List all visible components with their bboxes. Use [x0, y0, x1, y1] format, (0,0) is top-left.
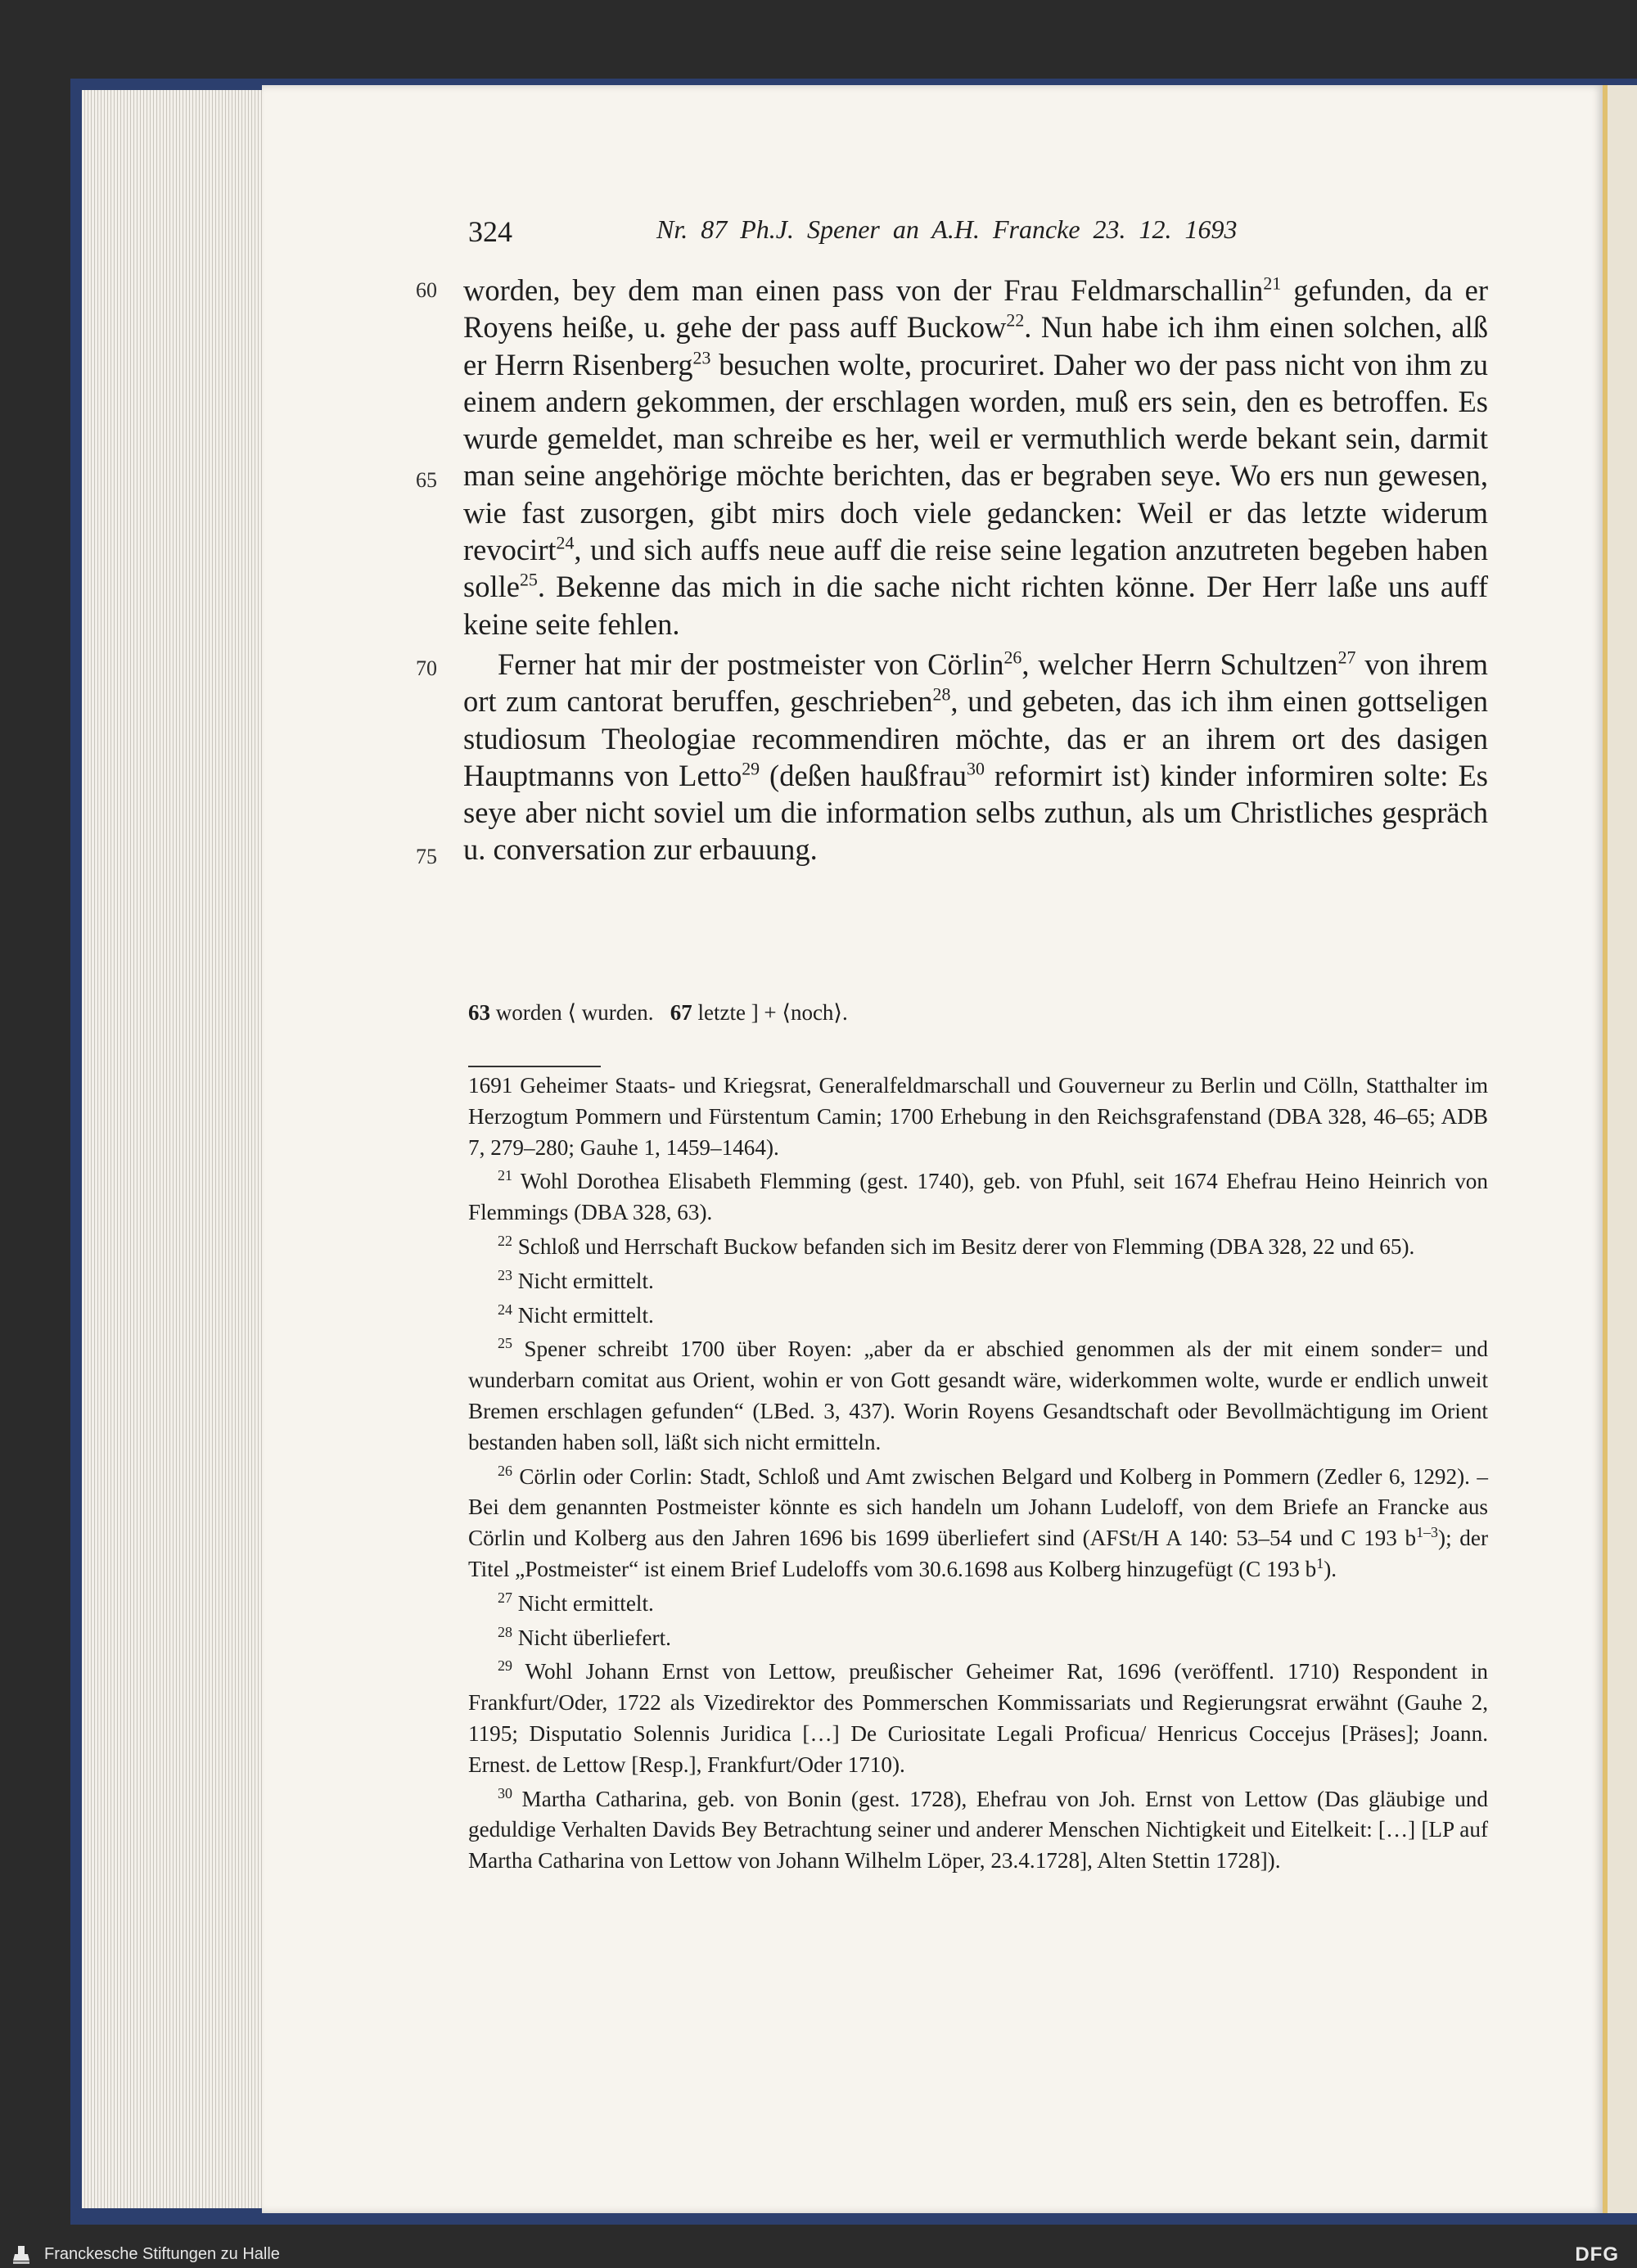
- footnote-26: $^{26}$ Cörlin oder Corlin: Stadt, Schloß und Amt zwischen Belgard und Kolberg in Pommern (Zedler 6, 1292). – Bei dem genannten Postmeister könnte es sich handeln um Johann Ludeloff, von dem Briefe an Francke aus Cörlin und Kolberg aus den Jahren 1696 bis 1699 überliefert sind (AFSt/H A 140: 53–54 und C 193 $b^{1-3}$); der Titel „Postmeister“ ist einem Brief Ludeloffs vom 30.6.1698 aus Kolberg hinzugefügt (C 193 $b^1$).: [468, 1462, 1488, 1581]
- dfg-logo: DFG: [1575, 2243, 1619, 2266]
- footnote-21: $^{21}$ Wohl Dorothea Elisabeth Flemming (gest. 1740), geb. von Pfuhl, seit 1674 Ehefrau Heino Heinrich von Flemmings (DBA 328, 63).: [468, 1167, 1488, 1225]
- next-page-edge: [1603, 85, 1637, 2213]
- library-logo-icon: [11, 2244, 31, 2266]
- footnote-continuation: 1691 Geheimer Staats- und Kriegsrat, Generalfeldmarschall und Gouverneur zu Berlin und Cölln, Statthalter im Herzogtum Pommern und Fürstentum Camin; 1700 Erhebung in den Reichsgrafenstand (DBA 328, 46–65; ADB 7, 279–280; Gauhe 1, 1459–1464).: [468, 1073, 1488, 1160]
- library-name: Franckesche Stiftungen zu Halle: [44, 2245, 280, 2263]
- line-number: 70: [416, 656, 437, 680]
- footnote-24: $^{24}$ Nicht ermittelt.: [498, 1301, 654, 1328]
- footnote-22: $^{22}$ Schloß und Herrschaft Buckow befanden sich im Besitz derer von Flemming (DBA 328, 22 und 65).: [498, 1233, 1415, 1259]
- critical-apparatus: 63 worden ⟨ wurden. 67 letzte ] + ⟨noch⟩.: [468, 1000, 848, 1025]
- page-stack: [82, 90, 278, 2208]
- footnote-29: $^{29}$ Wohl Johann Ernst von Lettow, preußischer Geheimer Rat, 1696 (veröffentl. 1710) Respondent in Frankfurt/Oder, 1722 als Vizedirektor des Pommerschen Kommissariats und Regierungsrat erwähnt (Gauhe 2, 1195; Disputatio Solennis Juridica […] De Curiositate Legali Proficua/ Henricus Coccejus [Präses]; Joann. Ernest. de Lettow [Resp.], Frankfurt/Oder 1710).: [468, 1657, 1488, 1777]
- footnote-rule: [468, 1066, 601, 1067]
- footnote-23: $^{23}$ Nicht ermittelt.: [498, 1266, 654, 1293]
- footnote-28: $^{28}$ Nicht überliefert.: [498, 1623, 671, 1650]
- running-head: Nr. 87 Ph.J. Spener an A.H. Francke 23. 12. 1693: [656, 214, 1238, 244]
- line-number: 75: [416, 845, 437, 868]
- footnote-25: $^{25}$ Spener schreibt 1700 über Royen: „aber da er abschied genommen als der mit einem sonder= und wunderbarn comitat aus Orient, wohin er von Gott gesandt wäre, widerkommen wolte, wurde er endlich unweit Bremen erschlagen gefunden“ (LBed. 3, 437). Worin Royens Gesandtschaft oder Bevollmächtigung im Orient bestanden haben soll, läßt sich nicht ermitteln.: [468, 1335, 1488, 1454]
- footnote-30: $^{30}$ Martha Catharina, geb. von Bonin (gest. 1728), Ehefrau von Joh. Ernst von Lettow (Das gläubige und geduldige Verhalten Davids Bey Betrachtung seiner und anderer Menschen Nichtigkeit und Eitelkeit: […] [LP auf Martha Catharina von Lettow von Johann Wilhelm Löper, 23.4.1728], Alten Stettin 1728]).: [468, 1784, 1488, 1873]
- body-paragraph: Ferner hat mir der postmeister von Cörlin$^{26}$, welcher Herrn Schultzen$^{27}$ von ihrem ort zum cantorat beruffen, geschrieben$^{28}$, und gebeten, das ich ihm einen gottseligen studiosum Theologiae recommendiren möchte, das er an ihrem ort des dasigen Hauptmanns von Letto$^{29}$ (deßen haußfrau$^{30}$ reformirt ist) kinder informiren solte: Es seye aber nicht soviel um die information selbs zuthun, als um Christliches gespräch u. conversation zur erbauung.: [463, 647, 1489, 867]
- body-paragraph: worden, bey dem man einen pass von der Frau Feldmarschallin$^{21}$ gefunden, da er Royens heiße, u. gehe der pass auff Buckow$^{22}$. Nun habe ich ihm einen solchen, alß er Herrn Risenberg$^{23}$ besuchen wolte, procuriret. Daher wo der pass nicht von ihm zu einem andern gekommen, der erschlagen worden, muß ers sein, den es betroffen. Es wurde gemeldet, man schreibe es her, weil er vermuthlich werde bekant sein, darmit man seine angehörige möchte berichten, das er begraben seye. Wo ers nun gewesen, wie fast zusorgen, gibt mirs doch viele gedancken: Weil er das letzte widerum revocirt$^{24}$, und sich auffs neue auff die reise seine legation anzutreten begeben haben solle$^{25}$. Bekenne das mich in die sache nicht richten könne. Der Herr laße uns auff keine seite fehlen.: [463, 273, 1489, 641]
- footnotes: [468, 1071, 1488, 1877]
- line-number: 65: [416, 468, 437, 492]
- page-number: 324: [468, 215, 512, 248]
- footnote-27: $^{27}$ Nicht ermittelt.: [498, 1589, 654, 1616]
- viewer-bottom-bar: [0, 2241, 1637, 2268]
- line-number: 60: [416, 278, 437, 302]
- letter-body: [463, 272, 1488, 868]
